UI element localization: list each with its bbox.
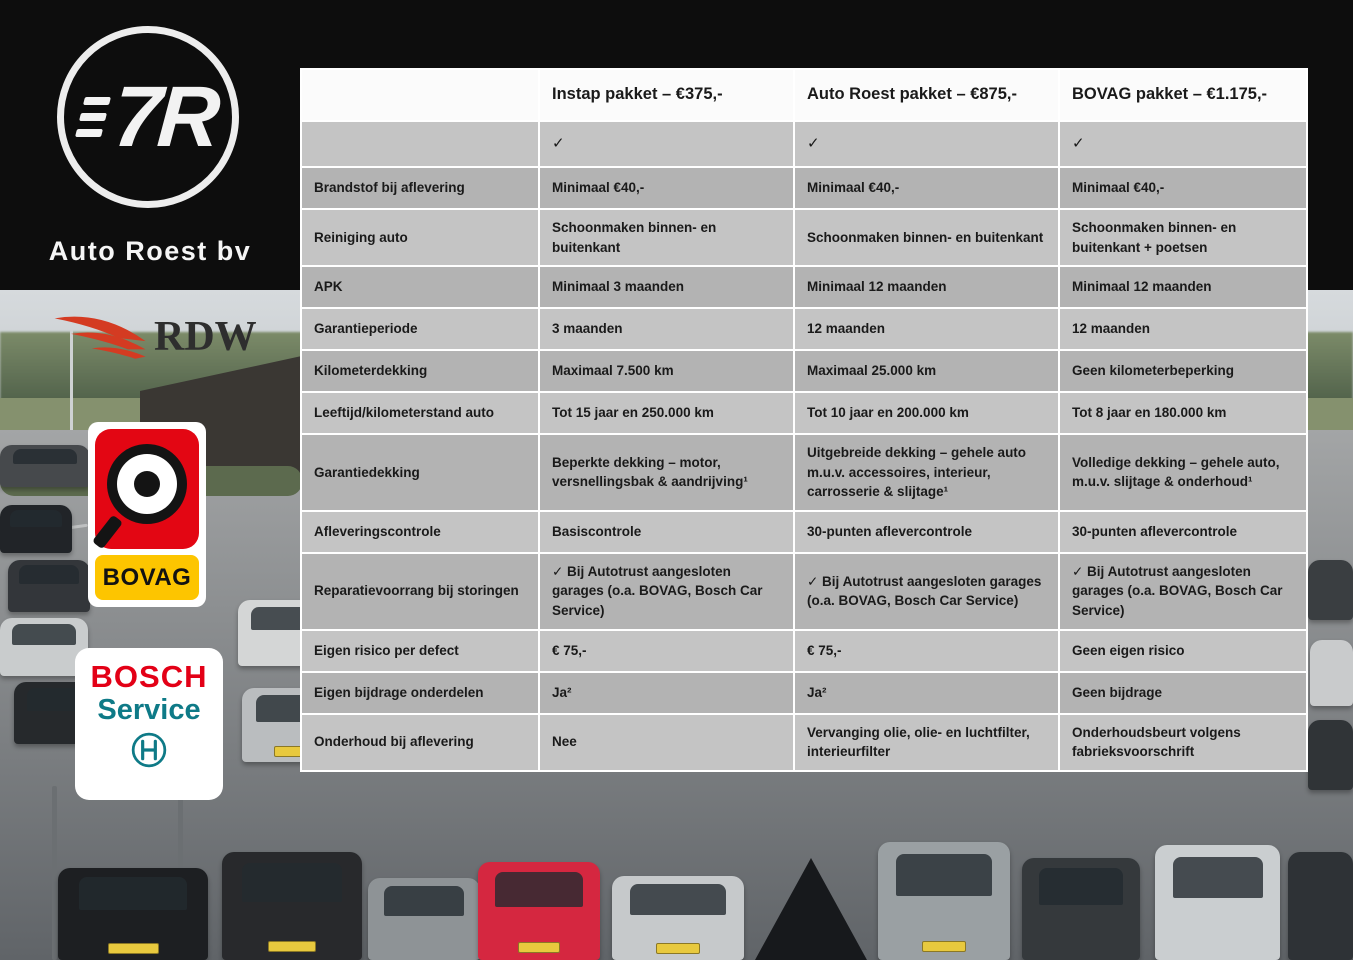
row-cell: Ja²: [539, 672, 794, 714]
table-row: [301, 392, 1307, 434]
row-cell: Uitgebreide dekking – gehele auto m.u.v. accessoires, interieur, carrosserie & slijtage¹: [794, 434, 1059, 511]
row-cell: Minimaal €40,-: [794, 167, 1059, 209]
row-label: Kilometerdekking: [301, 350, 539, 392]
auto-roest-logo-icon: [57, 26, 239, 208]
row-cell: Geen eigen risico: [1059, 630, 1307, 672]
row-cell: 3 maanden: [539, 308, 794, 350]
row-cell: Vervanging olie, olie- en luchtfilter, interieurfilter: [794, 714, 1059, 771]
row-cell: Schoonmaken binnen- en buitenkant: [539, 209, 794, 266]
bovag-logo: [88, 422, 206, 607]
column-header-auto-roest-pakket: Auto Roest pakket – €875,-: [794, 69, 1059, 121]
parked-car: [0, 445, 90, 487]
license-plate: [108, 943, 159, 954]
row-cell: Tot 10 jaar en 200.000 km: [794, 392, 1059, 434]
license-plate: [518, 942, 559, 953]
bosch-armature-icon: [75, 731, 223, 774]
parked-car: [368, 878, 480, 960]
package-comparison-table: [300, 68, 1308, 772]
table-row: [301, 630, 1307, 672]
row-cell: Minimaal 3 maanden: [539, 266, 794, 308]
car-window: [10, 510, 62, 527]
rdw-label: RDW: [154, 314, 257, 360]
row-cell: Ja²: [794, 672, 1059, 714]
parked-car: [1155, 845, 1280, 960]
parked-car: [478, 862, 600, 960]
license-plate: [656, 943, 701, 954]
row-cell: Minimaal €40,-: [539, 167, 794, 209]
row-cell: ✓ Bij Autotrust aangesloten garages (o.a. BOVAG, Bosch Car Service): [1059, 553, 1307, 630]
row-cell: Nee: [539, 714, 794, 771]
row-cell: Minimaal 12 maanden: [794, 266, 1059, 308]
bovag-label: BOVAG: [95, 555, 199, 600]
row-label: Brandstof bij aflevering: [301, 167, 539, 209]
table-row: [301, 672, 1307, 714]
brand-name: Auto Roest bv: [48, 236, 252, 266]
row-cell: Volledige dekking – gehele auto, m.u.v. slijtage & onderhoud¹: [1059, 434, 1307, 511]
column-header-instap-pakket: Instap pakket – €375,-: [539, 69, 794, 121]
table-row: [301, 434, 1307, 511]
parked-car: [222, 852, 362, 960]
row-label: Onderhoud bij aflevering: [301, 714, 539, 771]
table-row: [301, 167, 1307, 209]
parked-car: [58, 868, 208, 960]
row-cell: Geen kilometerbeperking: [1059, 350, 1307, 392]
parked-car: [1310, 640, 1353, 706]
row-cell: 12 maanden: [1059, 308, 1307, 350]
car-window: [13, 449, 78, 464]
row-cell: ✓ Bij Autotrust aangesloten garages (o.a. BOVAG, Bosch Car Service): [794, 553, 1059, 630]
parked-car: [878, 842, 1010, 960]
table-row: [301, 266, 1307, 308]
row-cell: € 75,-: [539, 630, 794, 672]
row-cell: 30-punten aflevercontrole: [1059, 511, 1307, 553]
row-cell: ✓: [1059, 121, 1307, 167]
row-cell: ✓: [539, 121, 794, 167]
bosch-label: BOSCH: [90, 659, 208, 694]
logo-monogram: 7R: [110, 69, 220, 165]
row-cell: ✓: [794, 121, 1059, 167]
row-cell: 30-punten aflevercontrole: [794, 511, 1059, 553]
car-window: [495, 872, 583, 907]
table-body: [301, 121, 1307, 771]
table-row: [301, 714, 1307, 771]
row-label: Reiniging auto: [301, 209, 539, 266]
table-row: [301, 209, 1307, 266]
row-cell: Tot 8 jaar en 180.000 km: [1059, 392, 1307, 434]
column-header-empty: [301, 69, 539, 121]
car-window: [12, 624, 75, 645]
car-window: [1173, 857, 1263, 898]
license-plate: [922, 941, 967, 952]
row-cell: Onderhoudsbeurt volgens fabrieksvoorschrift: [1059, 714, 1307, 771]
row-label: Afleveringscontrole: [301, 511, 539, 553]
table-header-row: [301, 69, 1307, 121]
row-cell: Minimaal 12 maanden: [1059, 266, 1307, 308]
row-label: [301, 121, 539, 167]
row-cell: Maximaal 25.000 km: [794, 350, 1059, 392]
row-cell: Tot 15 jaar en 250.000 km: [539, 392, 794, 434]
car-window: [630, 884, 725, 914]
logo-slats: [75, 97, 111, 137]
parked-car: [0, 505, 72, 553]
car-window: [79, 877, 187, 910]
rdw-wing-icon: [46, 306, 150, 368]
row-cell: Schoonmaken binnen- en buitenkant + poetsen: [1059, 209, 1307, 266]
parked-car: [1308, 560, 1353, 620]
car-window: [384, 886, 465, 916]
table-row: [301, 553, 1307, 630]
row-label: Leeftijd/kilometerstand auto: [301, 392, 539, 434]
bosch-service-logo: [75, 648, 223, 800]
parked-car: [8, 560, 90, 612]
bovag-target-core: [134, 471, 160, 497]
bovag-target-outer: [107, 444, 187, 524]
row-cell: Schoonmaken binnen- en buitenkant: [794, 209, 1059, 266]
row-cell: 12 maanden: [794, 308, 1059, 350]
table-row: [301, 308, 1307, 350]
rdw-logo: [46, 306, 257, 368]
row-cell: Basiscontrole: [539, 511, 794, 553]
row-label: Garantieperiode: [301, 308, 539, 350]
row-cell: € 75,-: [794, 630, 1059, 672]
row-label: Garantiedekking: [301, 434, 539, 511]
column-header-bovag-pakket: BOVAG pakket – €1.175,-: [1059, 69, 1307, 121]
service-label: Service: [97, 694, 201, 727]
row-label: APK: [301, 266, 539, 308]
parked-car: [1022, 858, 1140, 960]
row-cell: Minimaal €40,-: [1059, 167, 1307, 209]
car-window: [242, 863, 343, 902]
table-row: [301, 350, 1307, 392]
bovag-target-icon: [95, 429, 199, 549]
table-row: [301, 511, 1307, 553]
row-label: Eigen bijdrage onderdelen: [301, 672, 539, 714]
car-window: [896, 854, 991, 896]
license-plate: [268, 941, 316, 952]
car-window: [1039, 868, 1124, 905]
parked-car: [1288, 852, 1353, 960]
lamppost: [52, 786, 57, 960]
parked-car: [612, 876, 744, 960]
bovag-target-ring: [117, 454, 177, 514]
row-label: Eigen risico per defect: [301, 630, 539, 672]
table-row: [301, 121, 1307, 167]
row-cell: ✓ Bij Autotrust aangesloten garages (o.a. BOVAG, Bosch Car Service): [539, 553, 794, 630]
row-cell: Beperkte dekking – motor, versnellingsbak & aandrijving¹: [539, 434, 794, 511]
row-label: Reparatievoorrang bij storingen: [301, 553, 539, 630]
row-cell: Geen bijdrage: [1059, 672, 1307, 714]
parked-car: [1308, 720, 1353, 790]
car-window: [19, 565, 78, 584]
row-cell: Maximaal 7.500 km: [539, 350, 794, 392]
bovag-magnifier-handle: [92, 515, 123, 550]
